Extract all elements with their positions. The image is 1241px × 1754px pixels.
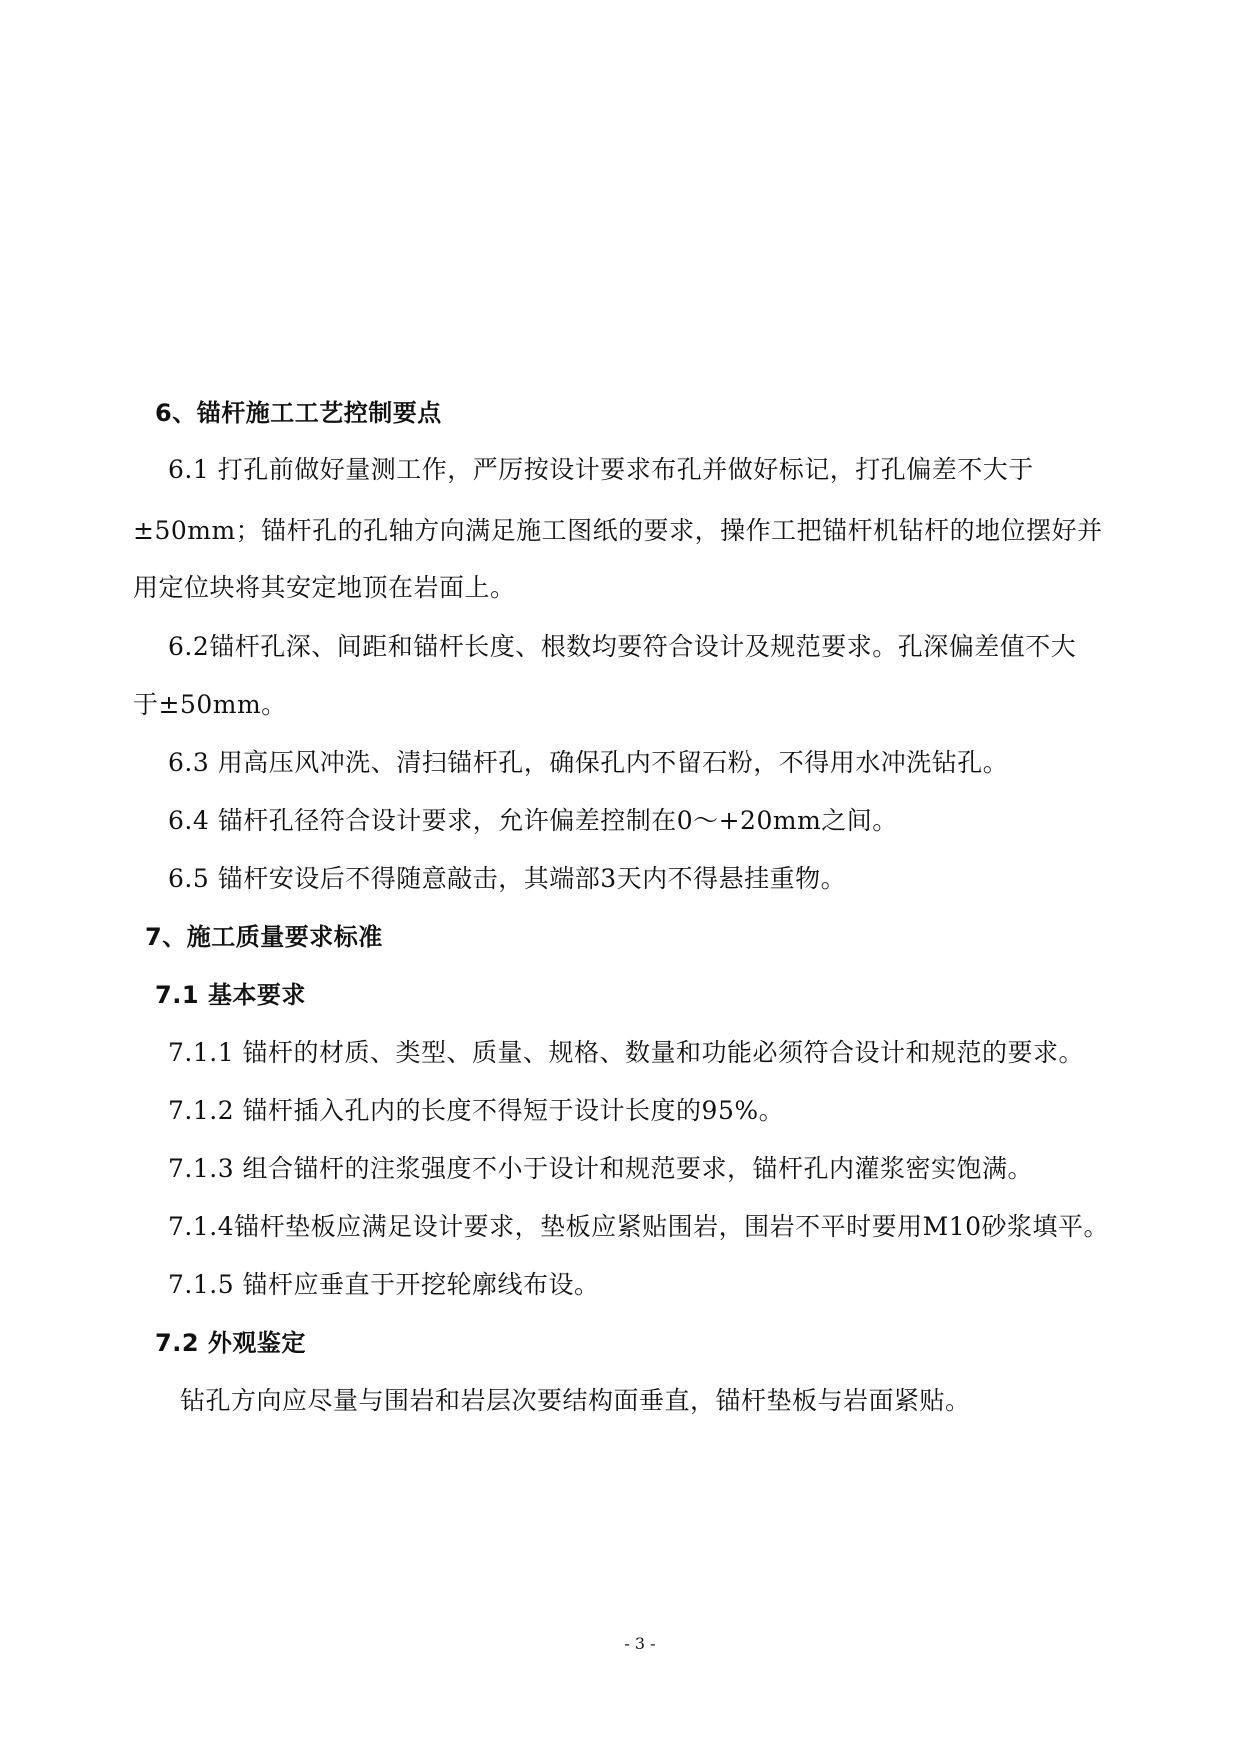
paragraph-6-1-line-1: 6.1 打孔前做好量测工作，严厉按设计要求布孔并做好标记，打孔偏差不大于 — [168, 455, 1034, 484]
paragraph-7-1-2: 7.1.2 锚杆插入孔内的长度不得短于设计长度的95%。 — [168, 1096, 785, 1125]
paragraph-6-1-line-3: 用定位块将其安定地顶在岩面上。 — [133, 573, 516, 602]
paragraph-6-5: 6.5 锚杆安设后不得随意敲击，其端部3天内不得悬挂重物。 — [168, 864, 847, 893]
paragraph-7-1-1: 7.1.1 锚杆的材质、类型、质量、规格、数量和功能必须符合设计和规范的要求。 — [168, 1038, 1085, 1067]
paragraph-7-1-5: 7.1.5 锚杆应垂直于开挖轮廓线布设。 — [168, 1270, 600, 1299]
paragraph-7-2: 钻孔方向应尽量与围岩和岩层次要结构面垂直，锚杆垫板与岩面紧贴。 — [180, 1386, 971, 1415]
paragraph-6-1-line-2: ±50mm；锚杆孔的孔轴方向满足施工图纸的要求，操作工把锚杆机钻杆的地位摆好并 — [133, 516, 1103, 545]
paragraph-7-1-3: 7.1.3 组合锚杆的注浆强度不小于设计和规范要求，锚杆孔内灌浆密实饱满。 — [168, 1154, 1034, 1183]
section-7-heading: 7、施工质量要求标准 — [145, 923, 383, 951]
section-6-heading: 6、锚杆施工工艺控制要点 — [155, 399, 442, 427]
section-7-1-heading: 7.1 基本要求 — [155, 981, 306, 1009]
paragraph-7-1-4: 7.1.4锚杆垫板应满足设计要求，垫板应紧贴围岩，围岩不平时要用M10砂浆填平。 — [168, 1212, 1110, 1241]
section-7-2-heading: 7.2 外观鉴定 — [155, 1329, 306, 1357]
paragraph-6-3: 6.3 用高压风冲洗、清扫锚杆孔，确保孔内不留石粉，不得用水冲洗钻孔。 — [168, 748, 1009, 777]
paragraph-6-4: 6.4 锚杆孔径符合设计要求，允许偏差控制在0～+20mm之间。 — [168, 806, 898, 835]
paragraph-6-2-line-2: 于±50mm。 — [133, 690, 287, 719]
page-number: - 3 - — [624, 1634, 656, 1653]
paragraph-6-2-line-1: 6.2锚杆孔深、间距和锚杆长度、根数均要符合设计及规范要求。孔深偏差值不大 — [168, 632, 1077, 661]
